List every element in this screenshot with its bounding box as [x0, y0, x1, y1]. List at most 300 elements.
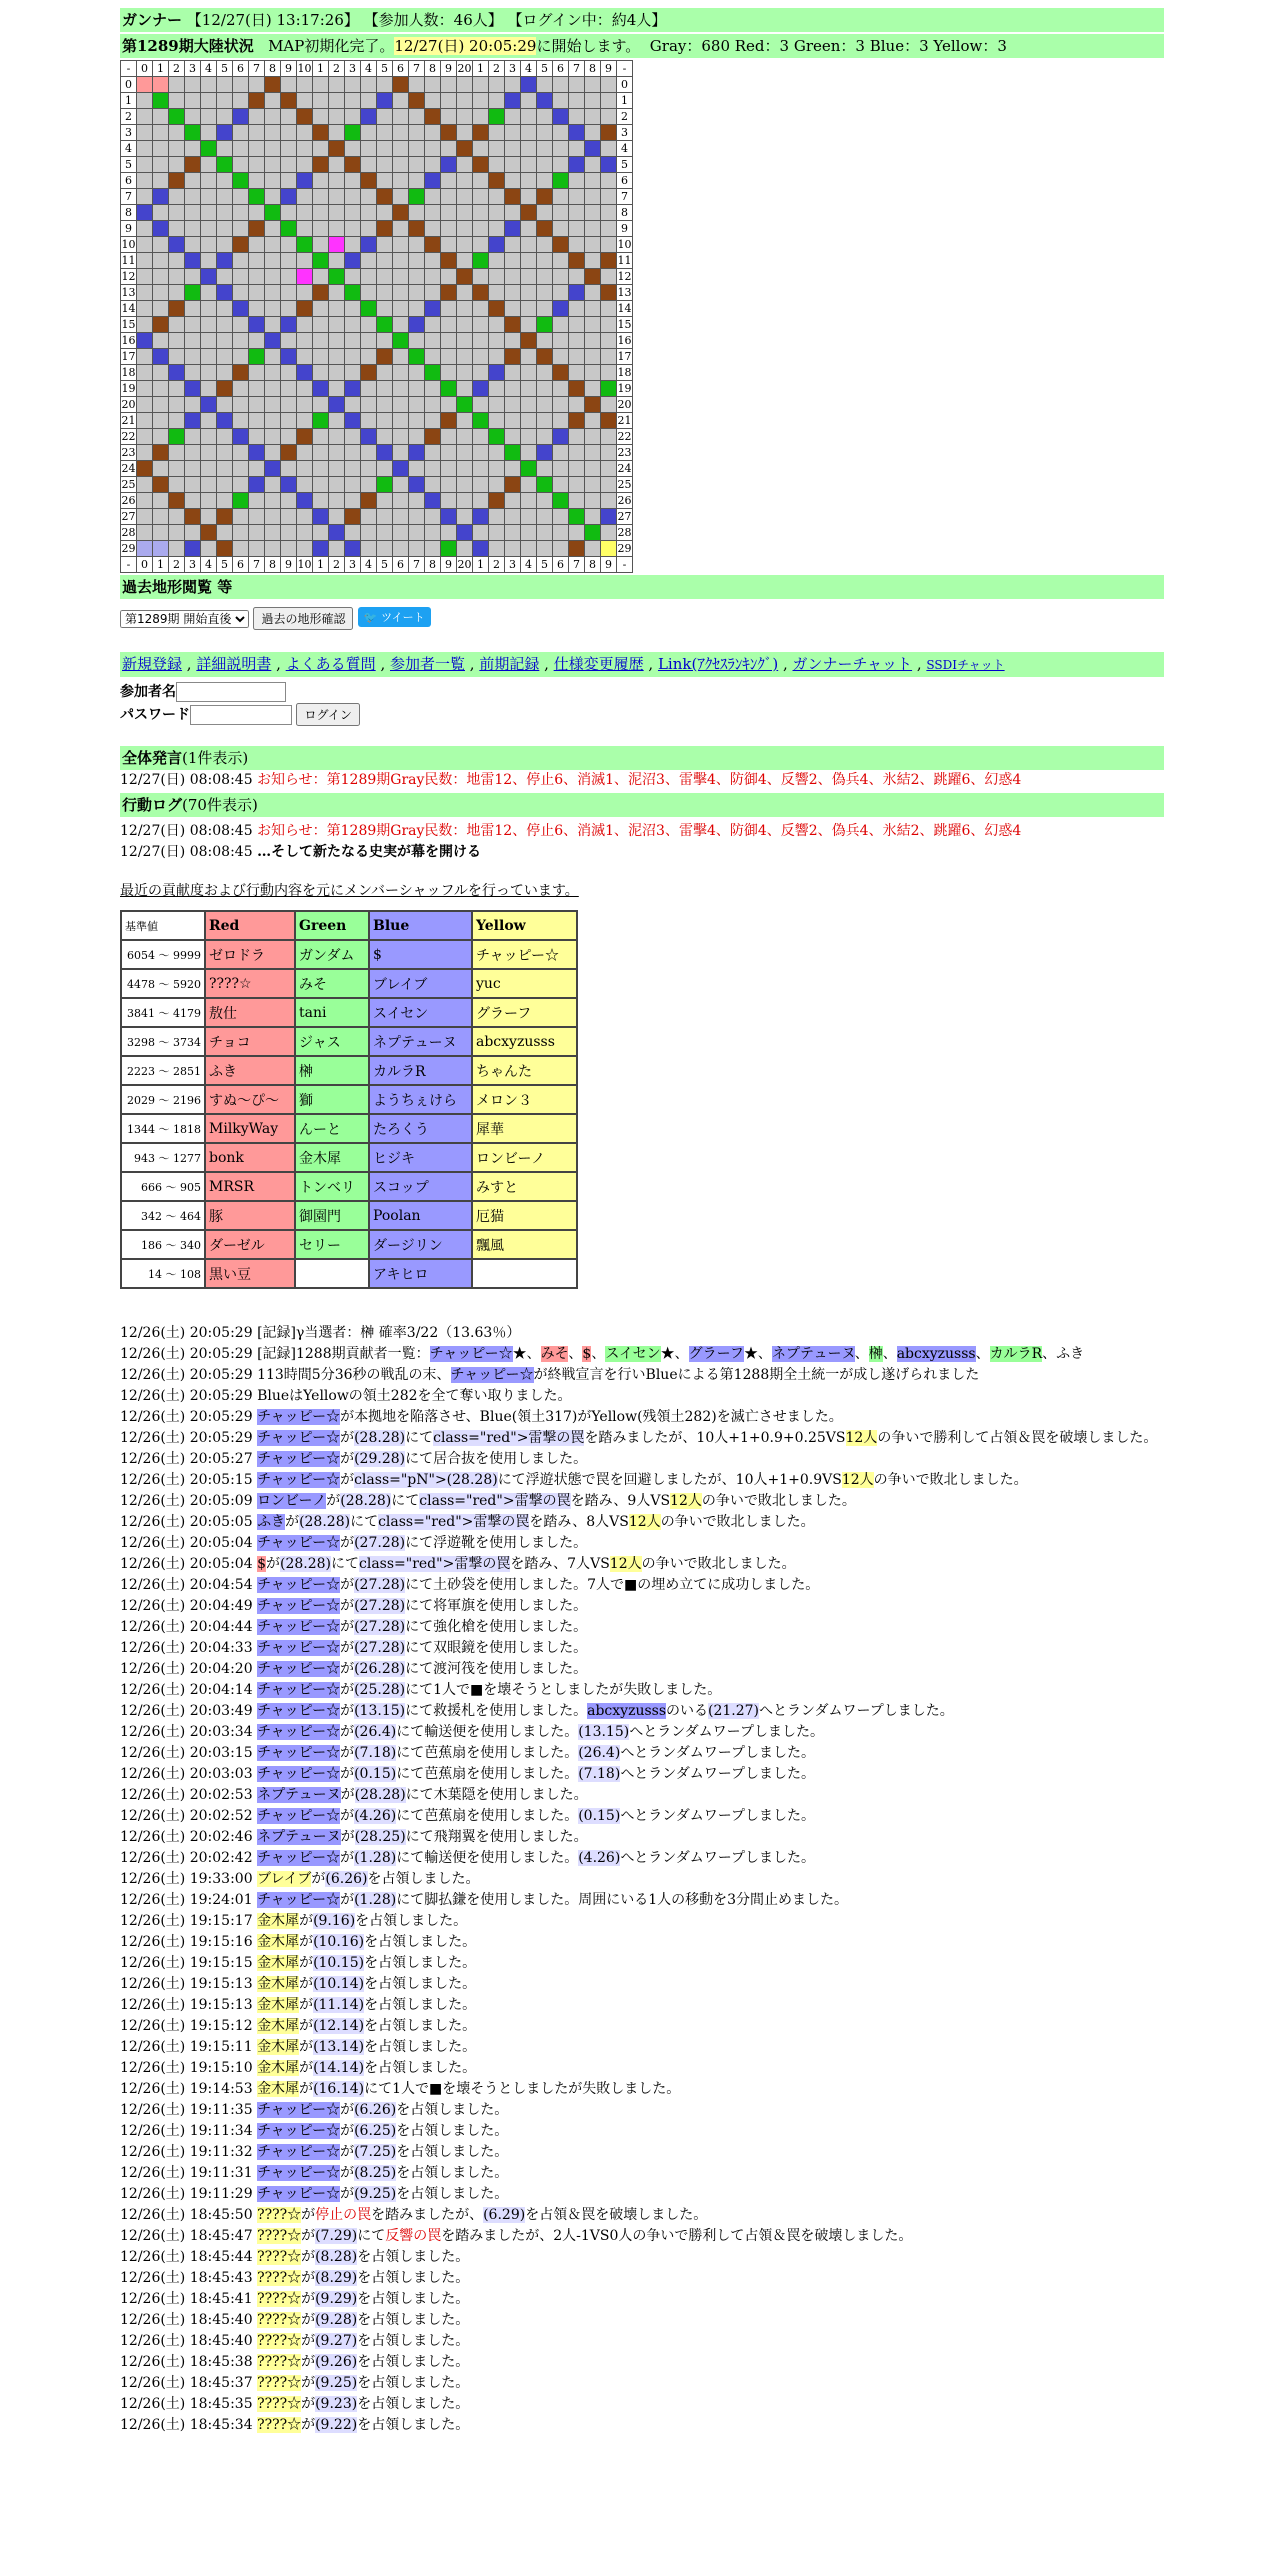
map-cell[interactable]: [169, 173, 185, 189]
map-cell[interactable]: [217, 237, 233, 253]
map-cell[interactable]: [361, 397, 377, 413]
map-cell[interactable]: [601, 253, 617, 269]
map-cell[interactable]: [409, 301, 425, 317]
map-cell[interactable]: [585, 525, 601, 541]
map-cell[interactable]: [185, 237, 201, 253]
map-cell[interactable]: [393, 125, 409, 141]
map-cell[interactable]: [473, 141, 489, 157]
map-cell[interactable]: [585, 253, 601, 269]
map-cell[interactable]: [329, 525, 345, 541]
map-cell[interactable]: [537, 477, 553, 493]
map-cell[interactable]: [153, 525, 169, 541]
map-cell[interactable]: [553, 205, 569, 221]
map-cell[interactable]: [137, 493, 153, 509]
map-cell[interactable]: [201, 333, 217, 349]
map-cell[interactable]: [169, 109, 185, 125]
map-cell[interactable]: [217, 93, 233, 109]
map-cell[interactable]: [585, 157, 601, 173]
map-cell[interactable]: [505, 493, 521, 509]
map-cell[interactable]: [377, 253, 393, 269]
map-cell[interactable]: [569, 93, 585, 109]
map-cell[interactable]: [457, 461, 473, 477]
map-cell[interactable]: [313, 141, 329, 157]
nav-link[interactable]: 参加者一覧: [389, 655, 465, 673]
map-cell[interactable]: [585, 461, 601, 477]
map-cell[interactable]: [377, 429, 393, 445]
map-cell[interactable]: [297, 189, 313, 205]
map-cell[interactable]: [393, 445, 409, 461]
map-cell[interactable]: [361, 381, 377, 397]
map-cell[interactable]: [377, 221, 393, 237]
map-cell[interactable]: [137, 333, 153, 349]
map-cell[interactable]: [569, 157, 585, 173]
map-cell[interactable]: [137, 461, 153, 477]
map-cell[interactable]: [457, 157, 473, 173]
map-cell[interactable]: [185, 317, 201, 333]
map-cell[interactable]: [169, 365, 185, 381]
map-cell[interactable]: [265, 461, 281, 477]
map-cell[interactable]: [457, 541, 473, 557]
map-cell[interactable]: [217, 397, 233, 413]
map-cell[interactable]: [217, 493, 233, 509]
map-cell[interactable]: [345, 365, 361, 381]
map-cell[interactable]: [521, 333, 537, 349]
map-cell[interactable]: [601, 77, 617, 93]
map-cell[interactable]: [217, 509, 233, 525]
map-cell[interactable]: [281, 397, 297, 413]
map-cell[interactable]: [489, 93, 505, 109]
map-cell[interactable]: [169, 77, 185, 93]
map-cell[interactable]: [377, 413, 393, 429]
map-cell[interactable]: [489, 365, 505, 381]
map-cell[interactable]: [281, 493, 297, 509]
map-cell[interactable]: [457, 429, 473, 445]
map-cell[interactable]: [361, 301, 377, 317]
map-cell[interactable]: [377, 269, 393, 285]
map-cell[interactable]: [441, 477, 457, 493]
map-cell[interactable]: [505, 93, 521, 109]
map-cell[interactable]: [601, 189, 617, 205]
map-cell[interactable]: [169, 221, 185, 237]
map-cell[interactable]: [553, 445, 569, 461]
map-cell[interactable]: [377, 205, 393, 221]
map-cell[interactable]: [345, 125, 361, 141]
map-cell[interactable]: [441, 525, 457, 541]
map-cell[interactable]: [505, 269, 521, 285]
map-cell[interactable]: [553, 221, 569, 237]
map-cell[interactable]: [361, 525, 377, 541]
map-cell[interactable]: [249, 477, 265, 493]
map-cell[interactable]: [281, 541, 297, 557]
map-cell[interactable]: [265, 205, 281, 221]
map-cell[interactable]: [441, 349, 457, 365]
map-cell[interactable]: [297, 333, 313, 349]
map-cell[interactable]: [281, 109, 297, 125]
map-cell[interactable]: [585, 189, 601, 205]
map-cell[interactable]: [425, 525, 441, 541]
map-cell[interactable]: [313, 493, 329, 509]
map-cell[interactable]: [313, 109, 329, 125]
map-cell[interactable]: [505, 125, 521, 141]
map-cell[interactable]: [521, 477, 537, 493]
map-cell[interactable]: [569, 525, 585, 541]
map-cell[interactable]: [473, 173, 489, 189]
map-cell[interactable]: [537, 349, 553, 365]
map-cell[interactable]: [377, 77, 393, 93]
map-cell[interactable]: [137, 189, 153, 205]
map-cell[interactable]: [361, 77, 377, 93]
map-cell[interactable]: [377, 365, 393, 381]
map-cell[interactable]: [425, 397, 441, 413]
map-cell[interactable]: [537, 93, 553, 109]
map-cell[interactable]: [313, 77, 329, 93]
map-cell[interactable]: [585, 509, 601, 525]
map-cell[interactable]: [185, 429, 201, 445]
map-cell[interactable]: [297, 461, 313, 477]
map-cell[interactable]: [233, 109, 249, 125]
map-cell[interactable]: [329, 125, 345, 141]
map-cell[interactable]: [473, 109, 489, 125]
map-cell[interactable]: [249, 381, 265, 397]
map-cell[interactable]: [249, 493, 265, 509]
map-cell[interactable]: [505, 349, 521, 365]
map-cell[interactable]: [313, 381, 329, 397]
map-cell[interactable]: [601, 477, 617, 493]
map-cell[interactable]: [505, 221, 521, 237]
map-cell[interactable]: [505, 509, 521, 525]
map-cell[interactable]: [153, 205, 169, 221]
map-cell[interactable]: [473, 349, 489, 365]
map-cell[interactable]: [297, 317, 313, 333]
map-cell[interactable]: [425, 317, 441, 333]
map-cell[interactable]: [297, 77, 313, 93]
map-cell[interactable]: [409, 349, 425, 365]
map-cell[interactable]: [601, 173, 617, 189]
map-cell[interactable]: [281, 461, 297, 477]
map-cell[interactable]: [313, 333, 329, 349]
map-cell[interactable]: [457, 413, 473, 429]
map-cell[interactable]: [393, 205, 409, 221]
nav-link[interactable]: 仕様変更履歴: [553, 655, 644, 673]
map-cell[interactable]: [473, 301, 489, 317]
map-cell[interactable]: [137, 349, 153, 365]
map-cell[interactable]: [281, 141, 297, 157]
map-cell[interactable]: [249, 141, 265, 157]
map-cell[interactable]: [537, 173, 553, 189]
map-cell[interactable]: [217, 541, 233, 557]
map-cell[interactable]: [441, 541, 457, 557]
map-cell[interactable]: [297, 397, 313, 413]
map-cell[interactable]: [441, 365, 457, 381]
map-cell[interactable]: [345, 429, 361, 445]
map-cell[interactable]: [329, 541, 345, 557]
map-cell[interactable]: [489, 333, 505, 349]
map-cell[interactable]: [265, 493, 281, 509]
map-cell[interactable]: [313, 413, 329, 429]
map-cell[interactable]: [201, 141, 217, 157]
map-cell[interactable]: [185, 333, 201, 349]
map-cell[interactable]: [185, 301, 201, 317]
map-cell[interactable]: [345, 285, 361, 301]
map-cell[interactable]: [297, 285, 313, 301]
map-cell[interactable]: [377, 285, 393, 301]
map-cell[interactable]: [489, 493, 505, 509]
map-cell[interactable]: [505, 173, 521, 189]
map-cell[interactable]: [377, 541, 393, 557]
map-cell[interactable]: [361, 189, 377, 205]
map-cell[interactable]: [585, 413, 601, 429]
map-cell[interactable]: [345, 317, 361, 333]
map-cell[interactable]: [137, 109, 153, 125]
map-cell[interactable]: [169, 125, 185, 141]
map-cell[interactable]: [441, 285, 457, 301]
map-cell[interactable]: [153, 157, 169, 173]
map-cell[interactable]: [265, 173, 281, 189]
map-cell[interactable]: [281, 365, 297, 381]
map-cell[interactable]: [425, 365, 441, 381]
map-cell[interactable]: [521, 509, 537, 525]
map-cell[interactable]: [153, 333, 169, 349]
map-cell[interactable]: [137, 125, 153, 141]
map-cell[interactable]: [233, 477, 249, 493]
map-cell[interactable]: [457, 253, 473, 269]
map-cell[interactable]: [185, 125, 201, 141]
map-cell[interactable]: [457, 365, 473, 381]
map-cell[interactable]: [201, 125, 217, 141]
map-cell[interactable]: [185, 205, 201, 221]
map-cell[interactable]: [217, 333, 233, 349]
map-cell[interactable]: [441, 77, 457, 93]
map-cell[interactable]: [345, 509, 361, 525]
map-cell[interactable]: [153, 77, 169, 93]
map-cell[interactable]: [537, 493, 553, 509]
map-cell[interactable]: [297, 365, 313, 381]
map-cell[interactable]: [169, 205, 185, 221]
map-cell[interactable]: [345, 221, 361, 237]
map-cell[interactable]: [473, 493, 489, 509]
map-cell[interactable]: [521, 365, 537, 381]
map-cell[interactable]: [569, 477, 585, 493]
map-cell[interactable]: [361, 365, 377, 381]
map-cell[interactable]: [137, 221, 153, 237]
map-cell[interactable]: [393, 157, 409, 173]
map-cell[interactable]: [281, 317, 297, 333]
map-cell[interactable]: [489, 317, 505, 333]
map-cell[interactable]: [553, 477, 569, 493]
map-cell[interactable]: [249, 509, 265, 525]
map-cell[interactable]: [201, 221, 217, 237]
map-cell[interactable]: [537, 381, 553, 397]
map-cell[interactable]: [393, 221, 409, 237]
map-cell[interactable]: [281, 253, 297, 269]
map-cell[interactable]: [329, 317, 345, 333]
map-cell[interactable]: [409, 205, 425, 221]
map-cell[interactable]: [489, 173, 505, 189]
map-cell[interactable]: [377, 445, 393, 461]
map-cell[interactable]: [377, 141, 393, 157]
map-cell[interactable]: [425, 285, 441, 301]
map-cell[interactable]: [265, 429, 281, 445]
map-cell[interactable]: [329, 493, 345, 509]
map-cell[interactable]: [329, 173, 345, 189]
map-cell[interactable]: [185, 93, 201, 109]
map-cell[interactable]: [569, 77, 585, 93]
map-cell[interactable]: [505, 541, 521, 557]
map-cell[interactable]: [297, 221, 313, 237]
map-cell[interactable]: [281, 125, 297, 141]
map-cell[interactable]: [137, 93, 153, 109]
map-cell[interactable]: [425, 221, 441, 237]
map-cell[interactable]: [489, 413, 505, 429]
map-cell[interactable]: [425, 333, 441, 349]
map-cell[interactable]: [537, 365, 553, 381]
map-cell[interactable]: [201, 365, 217, 381]
map-cell[interactable]: [521, 525, 537, 541]
map-cell[interactable]: [329, 429, 345, 445]
map-cell[interactable]: [585, 333, 601, 349]
nav-link[interactable]: 詳細説明書: [196, 655, 272, 673]
map-cell[interactable]: [361, 429, 377, 445]
map-cell[interactable]: [377, 173, 393, 189]
map-cell[interactable]: [489, 397, 505, 413]
map-cell[interactable]: [233, 253, 249, 269]
map-cell[interactable]: [345, 157, 361, 173]
map-cell[interactable]: [473, 477, 489, 493]
map-cell[interactable]: [537, 509, 553, 525]
map-cell[interactable]: [601, 349, 617, 365]
map-cell[interactable]: [505, 109, 521, 125]
map-cell[interactable]: [585, 77, 601, 93]
map-cell[interactable]: [297, 173, 313, 189]
map-cell[interactable]: [185, 253, 201, 269]
map-cell[interactable]: [457, 237, 473, 253]
map-cell[interactable]: [201, 493, 217, 509]
map-cell[interactable]: [489, 461, 505, 477]
map-cell[interactable]: [281, 429, 297, 445]
map-cell[interactable]: [537, 317, 553, 333]
map-cell[interactable]: [409, 221, 425, 237]
map-cell[interactable]: [601, 221, 617, 237]
map-cell[interactable]: [569, 445, 585, 461]
map-cell[interactable]: [473, 93, 489, 109]
map-cell[interactable]: [217, 77, 233, 93]
map-cell[interactable]: [265, 189, 281, 205]
map-cell[interactable]: [233, 445, 249, 461]
map-cell[interactable]: [297, 509, 313, 525]
map-cell[interactable]: [249, 109, 265, 125]
map-cell[interactable]: [393, 285, 409, 301]
map-cell[interactable]: [329, 141, 345, 157]
map-cell[interactable]: [313, 125, 329, 141]
map-cell[interactable]: [489, 301, 505, 317]
map-cell[interactable]: [441, 141, 457, 157]
map-cell[interactable]: [217, 141, 233, 157]
map-cell[interactable]: [313, 93, 329, 109]
map-cell[interactable]: [393, 509, 409, 525]
map-cell[interactable]: [329, 413, 345, 429]
map-cell[interactable]: [265, 541, 281, 557]
map-cell[interactable]: [457, 445, 473, 461]
map-cell[interactable]: [297, 269, 313, 285]
map-cell[interactable]: [185, 397, 201, 413]
map-cell[interactable]: [153, 125, 169, 141]
map-cell[interactable]: [601, 365, 617, 381]
map-cell[interactable]: [329, 157, 345, 173]
map-cell[interactable]: [473, 157, 489, 173]
map-cell[interactable]: [249, 429, 265, 445]
map-cell[interactable]: [169, 525, 185, 541]
map-cell[interactable]: [489, 253, 505, 269]
map-cell[interactable]: [537, 109, 553, 125]
password-input[interactable]: [190, 705, 292, 725]
map-cell[interactable]: [345, 93, 361, 109]
map-cell[interactable]: [425, 541, 441, 557]
map-cell[interactable]: [425, 77, 441, 93]
nav-link[interactable]: 前期記録: [479, 655, 540, 673]
map-cell[interactable]: [345, 253, 361, 269]
map-cell[interactable]: [169, 189, 185, 205]
map-cell[interactable]: [329, 221, 345, 237]
map-cell[interactable]: [409, 445, 425, 461]
map-cell[interactable]: [313, 541, 329, 557]
map-cell[interactable]: [553, 301, 569, 317]
map-cell[interactable]: [313, 189, 329, 205]
map-cell[interactable]: [505, 445, 521, 461]
map-cell[interactable]: [217, 381, 233, 397]
map-cell[interactable]: [473, 221, 489, 237]
map-cell[interactable]: [169, 541, 185, 557]
map-cell[interactable]: [297, 301, 313, 317]
map-cell[interactable]: [249, 205, 265, 221]
map-cell[interactable]: [521, 269, 537, 285]
map-cell[interactable]: [281, 445, 297, 461]
map-cell[interactable]: [345, 477, 361, 493]
map-cell[interactable]: [537, 429, 553, 445]
map-cell[interactable]: [153, 253, 169, 269]
map-cell[interactable]: [585, 205, 601, 221]
map-cell[interactable]: [473, 413, 489, 429]
map-cell[interactable]: [153, 221, 169, 237]
map-cell[interactable]: [153, 509, 169, 525]
map-cell[interactable]: [457, 205, 473, 221]
map-cell[interactable]: [201, 541, 217, 557]
map-cell[interactable]: [265, 109, 281, 125]
map-cell[interactable]: [361, 509, 377, 525]
map-cell[interactable]: [137, 269, 153, 285]
map-cell[interactable]: [217, 205, 233, 221]
map-cell[interactable]: [585, 349, 601, 365]
map-cell[interactable]: [569, 237, 585, 253]
map-cell[interactable]: [409, 77, 425, 93]
map-cell[interactable]: [441, 429, 457, 445]
map-cell[interactable]: [409, 477, 425, 493]
map-cell[interactable]: [153, 477, 169, 493]
map-cell[interactable]: [473, 317, 489, 333]
map-cell[interactable]: [137, 205, 153, 221]
map-cell[interactable]: [425, 381, 441, 397]
map-cell[interactable]: [505, 189, 521, 205]
map-cell[interactable]: [393, 173, 409, 189]
map-cell[interactable]: [393, 525, 409, 541]
map-cell[interactable]: [169, 93, 185, 109]
nav-link[interactable]: Link(ｱｸｾｽﾗﾝｷﾝｸﾞ): [657, 655, 779, 673]
map-cell[interactable]: [249, 253, 265, 269]
map-cell[interactable]: [393, 365, 409, 381]
map-cell[interactable]: [313, 525, 329, 541]
map-cell[interactable]: [345, 445, 361, 461]
map-cell[interactable]: [441, 269, 457, 285]
map-cell[interactable]: [185, 493, 201, 509]
